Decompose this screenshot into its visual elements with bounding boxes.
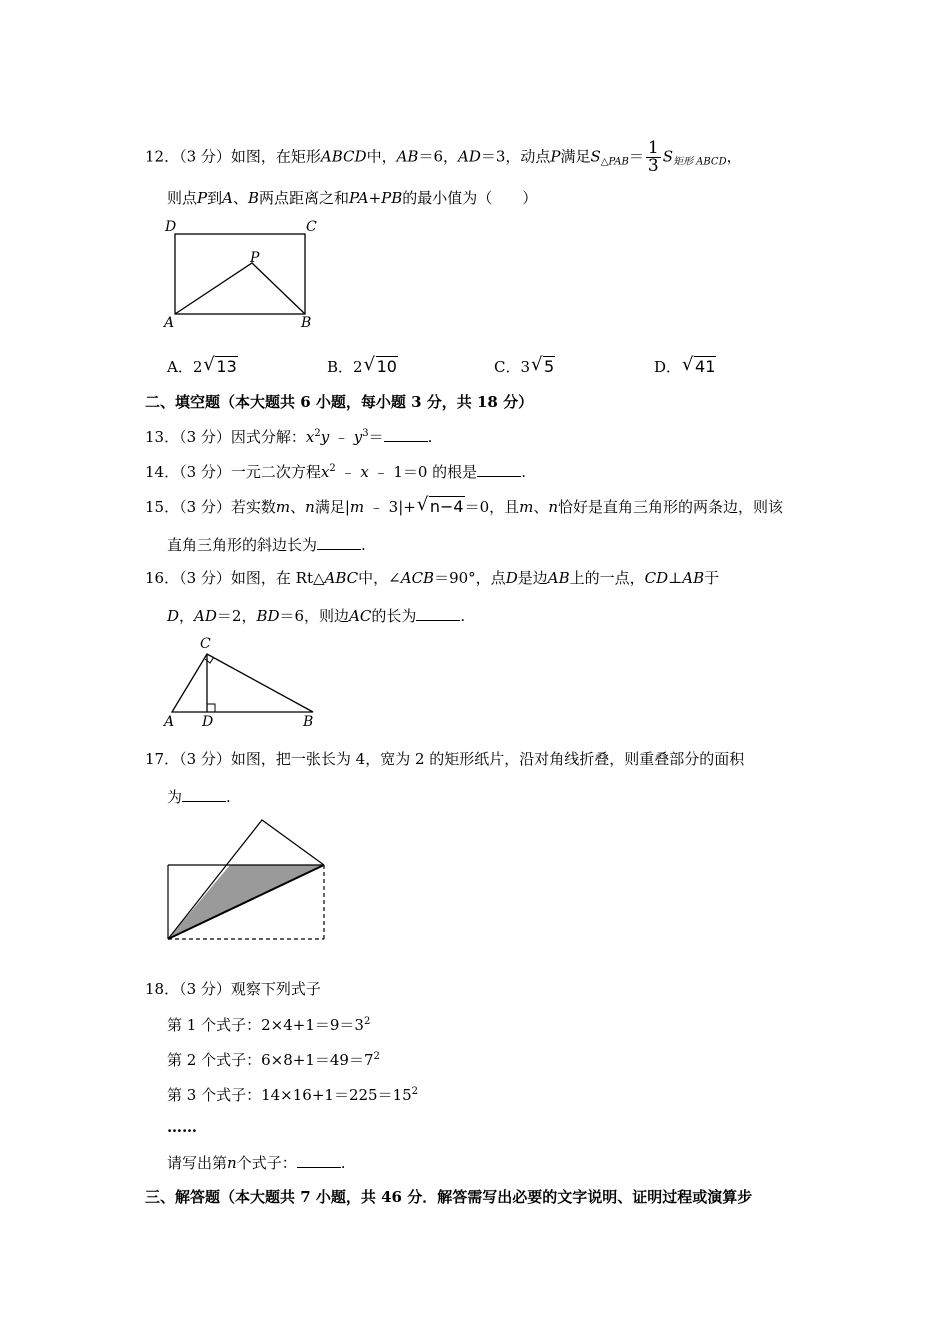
var: P (197, 189, 208, 207)
q13 (145, 427, 432, 447)
label-b: B (301, 315, 312, 331)
text: ﹣ (329, 428, 354, 446)
answer-blank[interactable] (317, 535, 361, 550)
question-number: 13． (145, 428, 180, 446)
var: S (662, 147, 673, 166)
text: 个式子： (236, 1154, 297, 1172)
denominator: 3 (647, 156, 659, 176)
option-d[interactable] (654, 357, 716, 377)
var: AB (396, 147, 419, 166)
text: ＝3，动点 (480, 147, 551, 166)
score: （3 分） (179, 750, 231, 768)
score: （3 分） (179, 147, 231, 166)
subscript: 矩形 ABCD (672, 156, 727, 168)
text: 中， (366, 147, 397, 166)
question-number: 17． (145, 750, 180, 768)
q18-row-3 (167, 1085, 418, 1105)
label-c: C (200, 636, 211, 652)
text: 、 (232, 189, 248, 207)
text: ＝ (628, 147, 644, 166)
question-number: 15． (145, 498, 180, 516)
var: ABCD (320, 147, 367, 166)
var: n (305, 498, 315, 516)
q16-line1 (145, 568, 719, 588)
label-a: A (164, 714, 175, 730)
text: ， (726, 147, 742, 166)
text: . (340, 1154, 346, 1172)
text: ， (179, 607, 195, 625)
option-label: B． (327, 358, 354, 376)
text: 、 (533, 498, 549, 516)
var: m (349, 498, 365, 516)
text: ＝ (368, 428, 384, 446)
section-3-heading: 三、解答题（本大题共 7 小题，共 46 分．解答需写出必要的文字说明、证明过程或演算步 (145, 1188, 753, 1206)
option-label: C． (494, 358, 521, 376)
answer-blank[interactable] (384, 427, 428, 442)
var: m (275, 498, 291, 516)
numerator: 1 (647, 138, 659, 158)
sqrt (203, 357, 237, 377)
score: （3 分） (179, 569, 231, 587)
q18-ellipsis: …… (167, 1118, 197, 1136)
var: AD (194, 607, 217, 625)
var: ACB (400, 569, 435, 587)
score: （3 分） (179, 498, 231, 516)
var: n (227, 1154, 237, 1172)
text: ＝0，且 (464, 498, 520, 516)
text: . (427, 428, 433, 446)
label-p: P (250, 250, 260, 266)
coef: 3 (520, 358, 531, 376)
exponent: 2 (329, 463, 336, 474)
row-expr: 14×16+1＝225＝15 (261, 1086, 412, 1104)
radicand: 41 (695, 357, 716, 376)
q14 (145, 462, 526, 482)
text: ﹣ 1＝0 的根是 (368, 463, 478, 481)
text: ＝6，则边 (279, 607, 350, 625)
label-a: A (164, 315, 175, 331)
var: AD (457, 147, 481, 166)
text: . (226, 788, 231, 806)
var: x (320, 463, 330, 481)
text: ＝6， (418, 147, 458, 166)
var: AB (547, 569, 570, 587)
radicand: 10 (376, 357, 397, 376)
text: 中，∠ (358, 569, 401, 587)
sqrt (531, 357, 555, 377)
text: 的长为 (371, 607, 417, 625)
text: 直角三角形的斜边长为 (167, 536, 318, 554)
text: ﹣ (335, 463, 361, 481)
text: 为 (167, 788, 183, 806)
score: （3 分） (179, 428, 231, 446)
text: 到 (207, 189, 223, 207)
var: P (550, 147, 561, 166)
text: 如图，在 Rt△ (230, 569, 325, 587)
text: 则点 (167, 189, 198, 207)
text: 因式分解： (230, 428, 306, 446)
triangle-apb (175, 263, 305, 314)
question-number: 12． (145, 147, 180, 166)
exponent: 2 (363, 1016, 371, 1027)
answer-blank[interactable] (416, 606, 460, 621)
q17-line1 (145, 749, 744, 769)
label-d: D (202, 714, 214, 730)
text: 请写出第 (167, 1154, 228, 1172)
q12-line2 (167, 188, 537, 208)
var: D (167, 607, 180, 625)
option-c[interactable] (494, 357, 555, 377)
fraction (646, 140, 661, 175)
text: 恰好是直角三角形的两条边，则该 (558, 498, 784, 516)
text: 的最小值为（ ） (402, 189, 538, 207)
var: x (360, 463, 369, 481)
exponent: 2 (411, 1086, 419, 1097)
var: BD (256, 607, 280, 625)
option-label: D． (654, 358, 682, 376)
var: ABC (324, 569, 359, 587)
right-angle-d (207, 704, 215, 712)
coef: 2 (353, 358, 363, 376)
q16-line2 (167, 606, 465, 626)
text: 若实数 (230, 498, 276, 516)
sqrt (417, 497, 465, 517)
text: . (521, 463, 526, 481)
exponent: 3 (362, 428, 369, 439)
q15-line1 (145, 497, 783, 517)
answer-blank[interactable] (477, 462, 521, 477)
var: S (590, 147, 601, 166)
text: 上的一点， (569, 569, 645, 587)
q17-figure (160, 815, 340, 950)
text: 满足| (314, 498, 350, 516)
q18-ask (167, 1153, 345, 1173)
text: ＝2， (216, 607, 257, 625)
row-expr: 2×4+1＝9＝3 (261, 1016, 364, 1034)
var: D (505, 569, 518, 587)
var: m (519, 498, 534, 516)
text: 如图，把一张长为 4，宽为 2 的矩形纸片，沿对角线折叠，则重叠部分的面积 (230, 750, 745, 768)
answer-blank[interactable] (297, 1153, 341, 1168)
option-label: A． (167, 358, 193, 376)
answer-blank[interactable] (182, 787, 226, 802)
radicand: n−4 (429, 497, 464, 516)
text: ⊥ (668, 569, 683, 587)
text: 于 (704, 569, 720, 587)
option-a[interactable] (167, 357, 238, 377)
question-number: 14． (145, 463, 180, 481)
var: A (222, 189, 233, 207)
var: AB (682, 569, 705, 587)
q16-figure (160, 632, 330, 732)
text: . (361, 536, 366, 554)
question-number: 18． (145, 980, 180, 998)
row-label: 第 3 个式子： (167, 1086, 262, 1104)
var: AC (349, 607, 372, 625)
q15-line2 (167, 535, 366, 555)
label-c: C (306, 219, 317, 235)
text: 观察下列式子 (230, 980, 321, 998)
text: 两点距离之和 (259, 189, 350, 207)
text: 是边 (517, 569, 548, 587)
sqrt (364, 357, 398, 377)
text: 满足 (560, 147, 591, 166)
coef: 2 (192, 358, 203, 376)
text: ＝90°，点 (434, 569, 506, 587)
label-b: B (303, 714, 314, 730)
exponent: 2 (314, 428, 321, 439)
q18-row-2 (167, 1050, 380, 1070)
label-d: D (165, 219, 177, 235)
section-2-heading: 二、填空题（本大题共 6 小题，每小题 3 分，共 18 分） (145, 393, 534, 411)
var: PA+PB (349, 189, 403, 207)
triangle-abc (172, 654, 313, 712)
text: 如图，在矩形 (230, 147, 321, 166)
option-b[interactable] (327, 357, 398, 377)
row-label: 第 2 个式子： (167, 1051, 262, 1069)
var: x (305, 428, 315, 446)
var: y (353, 428, 363, 446)
q18-line1 (145, 979, 321, 999)
row-expr: 6×8+1＝49＝7 (261, 1051, 374, 1069)
question-number: 16． (145, 569, 180, 587)
q17-line2 (167, 787, 231, 807)
var: y (320, 428, 330, 446)
exponent: 2 (373, 1051, 380, 1062)
row-label: 第 1 个式子： (167, 1016, 262, 1034)
score: （3 分） (179, 980, 231, 998)
sqrt (682, 357, 716, 377)
var: n (548, 498, 559, 516)
q12-figure (160, 215, 330, 335)
text: 一元二次方程 (230, 463, 321, 481)
q12-line1 (145, 140, 742, 175)
text: 、 (290, 498, 306, 516)
var: B (247, 189, 260, 207)
text: . (460, 607, 466, 625)
text: ﹣ 3|+ (364, 498, 416, 516)
var: CD (644, 569, 669, 587)
score: （3 分） (179, 463, 231, 481)
radicand: 13 (216, 357, 237, 376)
radicand: 5 (544, 357, 555, 376)
q18-row-1 (167, 1015, 370, 1035)
rectangle-abcd (175, 234, 305, 314)
subscript: △PAB (600, 156, 629, 168)
